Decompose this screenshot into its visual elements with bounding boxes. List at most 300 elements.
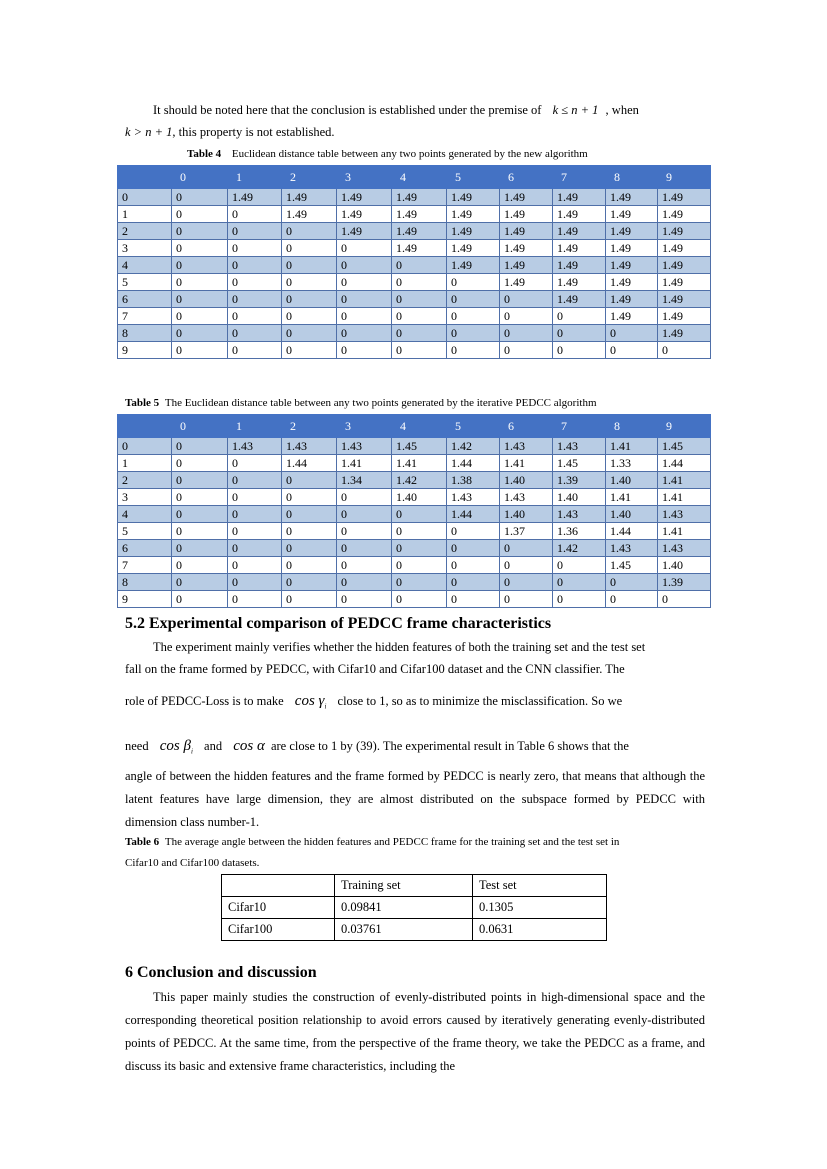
s6-p1: This paper mainly studies the construction of evenly-distributed points in high-dimensional space and the corresponding theoretical position relationship to avoid errors caused by iteratively generating evenly-distributed points of PEDCC. At the same time, from the perspective of the frame theory, we take the PEDCC as a frame, and discuss its basic and extensive frame characteristics, including the [125,990,705,1073]
table-cell: 0 [282,308,337,325]
table-cell: 0 [553,325,606,342]
table-cell: 0 [228,455,282,472]
table4-header-cell: 4 [392,166,447,189]
table-cell: 0 [606,591,658,608]
table-cell: 0 [447,557,500,574]
table-cell: 1.49 [447,223,500,240]
s52-p2-suffix: are close to 1 by (39). The experimental result in Table 6 shows that the [270,739,629,753]
intro-line-1 [153,103,639,118]
table6-header-cell [222,875,335,897]
table-cell: 0 [500,342,553,359]
s52-p1-line1: The experiment mainly verifies whether the hidden features of both the training set and the test set [153,640,646,654]
table-cell: 1.41 [337,455,392,472]
table-cell: 0 [172,274,228,291]
table-cell: 0 [172,206,228,223]
table-cell: 0 [282,523,337,540]
table-cell: 1.41 [392,455,447,472]
table4-header-cell: 2 [282,166,337,189]
table-cell: 0 [172,557,228,574]
table-cell: 1.49 [658,189,711,206]
table-cell: 0 [228,325,282,342]
table-cell: 1.39 [658,574,711,591]
table4-header-row [118,166,711,189]
table-cell: 1.49 [500,223,553,240]
table-cell: 1.49 [658,206,711,223]
table-cell: 0 [392,257,447,274]
table-cell: 0 [228,591,282,608]
table-row [118,540,711,557]
table-cell: 0 [228,523,282,540]
table-cell: 1.43 [447,489,500,506]
table-cell: 1.43 [606,540,658,557]
table-cell: 1.49 [606,223,658,240]
table-cell: 1.43 [500,489,553,506]
table-cell: 1.41 [606,438,658,455]
table5-header-cell: 3 [337,415,392,438]
table4-header-cell: 5 [447,166,500,189]
table-cell: 1.44 [282,455,337,472]
table-cell: 0 [172,342,228,359]
table-cell: 1.43 [658,506,711,523]
table-cell: 0 [172,591,228,608]
table-cell: 1.49 [447,189,500,206]
table-cell: 1.42 [392,472,447,489]
table-cell: 0 [282,489,337,506]
table4-caption-label: Table 4 [187,148,222,160]
table-cell: 0 [228,308,282,325]
table-cell: 0 [447,291,500,308]
s52-and: and [204,739,223,753]
table-cell: 0 [172,489,228,506]
intro-line1-prefix: It should be noted here that the conclusion is established under the premise of [153,103,542,117]
table5-header-cell: 0 [172,415,228,438]
table-row [118,240,711,257]
table-row [118,489,711,506]
s52-p2-line [125,738,629,756]
table-cell: 0 [392,523,447,540]
table-cell: 0 [337,489,392,506]
table-cell: 0 [282,342,337,359]
table-cell: 1.43 [553,438,606,455]
table-cell: 0 [337,325,392,342]
table6-cell: 0.09841 [335,897,473,919]
intro-line2-math: k > n + 1 [125,125,173,139]
table-cell: 1.40 [500,472,553,489]
table-cell: 1.45 [606,557,658,574]
table-cell: 0 [553,308,606,325]
cos-gamma-sub: i [324,702,327,711]
table-cell: 1.49 [606,274,658,291]
table-cell: 1.42 [553,540,606,557]
table-cell: 1.36 [553,523,606,540]
table-cell: 0 [392,506,447,523]
table-cell: 1.43 [228,438,282,455]
table-cell: 1.40 [658,557,711,574]
row-header-cell: 1 [118,206,172,223]
table5-caption-label: Table 5 [125,397,160,409]
table-cell: 1.43 [282,438,337,455]
table6 [221,874,607,941]
table-cell: 1.41 [658,489,711,506]
table-cell: 0 [228,489,282,506]
row-header-cell: 7 [118,557,172,574]
row-header-cell: 4 [118,506,172,523]
table-cell: 0 [172,438,228,455]
table-cell: 0 [337,557,392,574]
table6-caption-text: The average angle between the hidden features and PEDCC frame for the training set and the test set in [164,836,620,848]
table-cell: 0 [392,540,447,557]
table-cell: 0 [658,342,711,359]
table-cell: 1.49 [282,206,337,223]
table-cell: 1.49 [606,240,658,257]
table-cell: 0 [282,325,337,342]
table-cell: 1.49 [658,325,711,342]
table-cell: 1.42 [447,438,500,455]
table-cell: 0 [447,523,500,540]
row-header-cell: 5 [118,274,172,291]
table-cell: 1.38 [447,472,500,489]
table-cell: 0 [447,325,500,342]
table-cell: 0 [392,274,447,291]
table-cell: 1.49 [658,308,711,325]
table-cell: 1.41 [606,489,658,506]
row-header-cell: 5 [118,523,172,540]
table-cell: 0 [337,540,392,557]
cos-beta-math: cos β [159,738,191,754]
table-cell: 0 [606,574,658,591]
row-header-cell: 2 [118,223,172,240]
table-cell: 1.34 [337,472,392,489]
table-cell: 1.40 [606,506,658,523]
table-cell: 1.49 [553,291,606,308]
table-cell: 0 [228,540,282,557]
table-cell: 0 [500,291,553,308]
table-cell: 1.49 [447,257,500,274]
table-cell: 0 [447,591,500,608]
row-header-cell: 6 [118,291,172,308]
table-cell: 1.41 [658,523,711,540]
table-row [118,557,711,574]
table-row [118,574,711,591]
table-cell: 0 [392,574,447,591]
table-cell: 1.49 [392,206,447,223]
table-cell: 1.49 [606,206,658,223]
table-cell: 1.49 [553,206,606,223]
table-cell: 1.49 [392,240,447,257]
table-cell: 0 [282,472,337,489]
table-cell: 0 [392,291,447,308]
table-cell: 0 [172,540,228,557]
table-row [118,472,711,489]
row-header-cell: 0 [118,189,172,206]
table-cell: 0 [282,540,337,557]
row-header-cell: 3 [118,240,172,257]
table-cell: 1.44 [658,455,711,472]
table-cell: 0 [228,557,282,574]
table-cell: 0 [500,591,553,608]
table-cell: 1.33 [606,455,658,472]
table4-header-cell [118,166,172,189]
table6-header-row [222,875,607,897]
table4-header-cell: 6 [500,166,553,189]
table-cell: 0 [447,540,500,557]
table4-header-cell: 9 [658,166,711,189]
intro-line2-suffix: , this property is not established. [172,125,335,139]
table-cell: 0 [228,506,282,523]
table-cell: 1.40 [392,489,447,506]
table6-cell: 0.0631 [473,919,607,941]
table-cell: 1.49 [500,189,553,206]
table-row [118,291,711,308]
section-5-2-title: 5.2 Experimental comparison of PEDCC frame characteristics [125,615,552,632]
table-cell: 1.49 [500,206,553,223]
table-cell: 1.49 [606,291,658,308]
table5-header-cell: 8 [606,415,658,438]
table5-header-cell [118,415,172,438]
cos-alpha-math: cos α [233,738,265,754]
row-header-cell: 1 [118,455,172,472]
row-header-cell: 8 [118,325,172,342]
row-header-cell: 3 [118,489,172,506]
table-cell: 1.49 [658,291,711,308]
table-cell: 1.40 [606,472,658,489]
table-cell: 1.49 [392,189,447,206]
table-cell: 1.43 [553,506,606,523]
table-cell: 0 [282,274,337,291]
table-cell: 1.49 [500,274,553,291]
table4-caption-text: Euclidean distance table between any two points generated by the new algorithm [231,148,588,160]
table4-header-cell: 7 [553,166,606,189]
table-cell: 1.45 [658,438,711,455]
row-header-cell: 4 [118,257,172,274]
table-cell: 1.49 [658,257,711,274]
table-cell: 1.49 [553,257,606,274]
table-cell: 1.37 [500,523,553,540]
table5-header-cell: 9 [658,415,711,438]
table-cell: 0 [447,342,500,359]
table-row [118,274,711,291]
table4-header-cell: 0 [172,166,228,189]
s52-line3-prefix: role of PEDCC-Loss is to make [125,694,284,708]
table-cell: 0 [228,274,282,291]
table5-header-cell: 4 [392,415,447,438]
table-cell: 0 [392,342,447,359]
table4-header-cell: 8 [606,166,658,189]
table-cell: 1.39 [553,472,606,489]
table5 [117,414,711,608]
s52-p3: angle of between the hidden features and the frame formed by PEDCC is nearly zero, that means that although the latent features have large dimension, they are almost distributed on the subspace formed by PEDCC with dimension class number-1. [125,769,705,829]
table-cell: 0 [337,257,392,274]
table4-caption [187,148,588,160]
table-cell: 0 [337,523,392,540]
table-cell: 1.49 [606,257,658,274]
table-cell: 1.49 [553,240,606,257]
table5-header-cell: 5 [447,415,500,438]
table-cell: 0 [172,189,228,206]
table5-header-row [118,415,711,438]
table6-cell: Cifar10 [222,897,335,919]
table-cell: 1.49 [658,274,711,291]
table-cell: 0 [553,342,606,359]
table-cell: 0 [282,257,337,274]
table-cell: 0 [172,308,228,325]
table-cell: 0 [172,223,228,240]
table5-header-cell: 6 [500,415,553,438]
table-cell: 0 [282,240,337,257]
table5-caption [125,397,597,409]
table-cell: 0 [447,574,500,591]
table-cell: 0 [172,257,228,274]
table-cell: 0 [553,557,606,574]
table-cell: 0 [553,574,606,591]
table-cell: 0 [500,325,553,342]
s52-line3-suffix: close to 1, so as to minimize the misclassification. So we [337,694,623,708]
table6-cell: 0.1305 [473,897,607,919]
table-row [118,223,711,240]
table-cell: 0 [282,506,337,523]
table-cell: 1.40 [500,506,553,523]
table-cell: 0 [658,591,711,608]
table-cell: 0 [172,291,228,308]
cos-gamma-math: cos γ [294,693,325,709]
intro-line1-math: k ≤ n + 1 [552,103,599,117]
table-row [118,257,711,274]
table-cell: 0 [228,472,282,489]
table-cell: 0 [172,325,228,342]
table-cell: 1.49 [606,189,658,206]
table-cell: 1.49 [553,274,606,291]
table-cell: 0 [228,257,282,274]
table-cell: 0 [337,240,392,257]
row-header-cell: 7 [118,308,172,325]
table-cell: 1.49 [337,189,392,206]
table-cell: 1.43 [337,438,392,455]
table-cell: 1.49 [553,189,606,206]
table-cell: 0 [337,274,392,291]
table-row [118,325,711,342]
table6-caption-line2: Cifar10 and Cifar100 datasets. [125,857,260,869]
table-cell: 1.40 [553,489,606,506]
table-cell: 1.49 [500,257,553,274]
table5-header-cell: 7 [553,415,606,438]
table-cell: 1.41 [658,472,711,489]
table-cell: 1.49 [658,240,711,257]
table-cell: 0 [500,308,553,325]
intro-line1-suffix: , when [605,103,639,117]
table-cell: 1.49 [606,308,658,325]
table-row [118,206,711,223]
table-cell: 0 [500,540,553,557]
table-cell: 0 [392,325,447,342]
table-cell: 0 [392,557,447,574]
table-cell: 0 [447,274,500,291]
table-cell: 1.45 [553,455,606,472]
table-cell: 0 [228,206,282,223]
table-cell: 0 [392,308,447,325]
table-row [118,308,711,325]
table-cell: 0 [172,472,228,489]
table-cell: 0 [282,591,337,608]
table-row [118,506,711,523]
table-cell: 1.45 [392,438,447,455]
table-cell: 0 [228,223,282,240]
table-cell: 0 [337,574,392,591]
table4 [117,165,711,359]
table-row [118,438,711,455]
table-cell: 0 [392,591,447,608]
table-cell: 1.49 [337,223,392,240]
section-6-title: 6 Conclusion and discussion [125,964,317,981]
row-header-cell: 6 [118,540,172,557]
table6-row [222,919,607,941]
table-cell: 1.43 [658,540,711,557]
table-cell: 0 [337,308,392,325]
table-cell: 1.49 [392,223,447,240]
row-header-cell: 9 [118,591,172,608]
table6-cell: Cifar100 [222,919,335,941]
table-cell: 1.49 [500,240,553,257]
table5-header-cell: 1 [228,415,282,438]
table-cell: 0 [282,223,337,240]
table-cell: 0 [337,342,392,359]
table-cell: 1.49 [282,189,337,206]
table-cell: 1.49 [447,240,500,257]
table-cell: 0 [606,342,658,359]
table-cell: 0 [553,591,606,608]
intro-line-2 [125,125,335,140]
table6-cell: 0.03761 [335,919,473,941]
table-cell: 1.43 [500,438,553,455]
table-cell: 0 [172,574,228,591]
table-cell: 1.44 [447,455,500,472]
table-cell: 0 [228,240,282,257]
table-cell: 0 [228,342,282,359]
table-cell: 0 [282,291,337,308]
table-cell: 1.41 [500,455,553,472]
table-cell: 0 [172,523,228,540]
s52-p1-line3 [125,693,622,711]
table-row [118,455,711,472]
table-row [118,591,711,608]
table6-header-cell: Test set [473,875,607,897]
table-row [118,189,711,206]
table-cell: 0 [228,574,282,591]
row-header-cell: 2 [118,472,172,489]
table-cell: 0 [228,291,282,308]
table-cell: 0 [172,240,228,257]
table4-header-cell: 1 [228,166,282,189]
cos-beta-sub: i [190,747,193,756]
s52-need: need [125,739,149,753]
table6-caption-label: Table 6 [125,836,160,848]
table-cell: 0 [282,574,337,591]
table-cell: 0 [337,291,392,308]
table-row [118,523,711,540]
table-cell: 0 [606,325,658,342]
table-cell: 0 [172,506,228,523]
row-header-cell: 8 [118,574,172,591]
table-cell: 0 [500,574,553,591]
table6-caption-line1 [125,836,619,848]
table5-header-cell: 2 [282,415,337,438]
table6-header-cell: Training set [335,875,473,897]
table-row [118,342,711,359]
table-cell: 0 [172,455,228,472]
table4-header-cell: 3 [337,166,392,189]
table-cell: 1.49 [228,189,282,206]
table-cell: 1.44 [606,523,658,540]
table-cell: 1.49 [658,223,711,240]
